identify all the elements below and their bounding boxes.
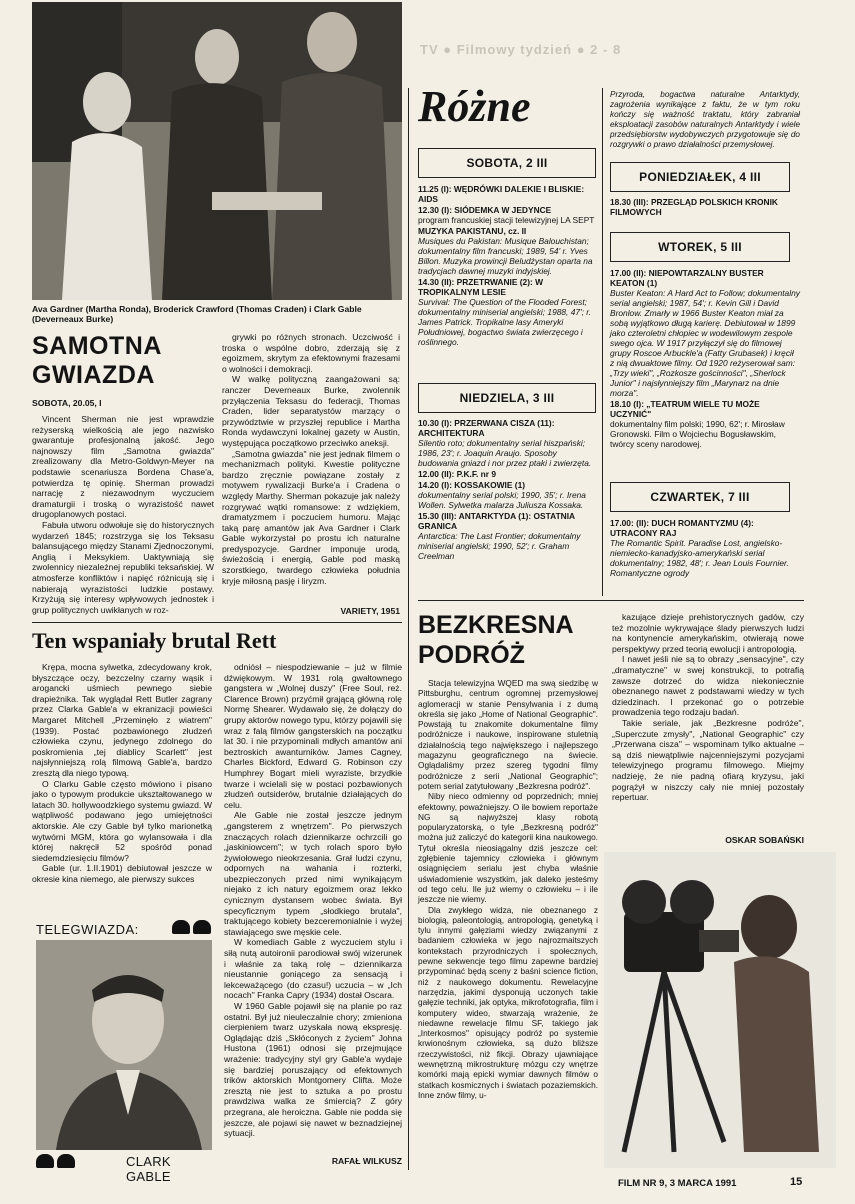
telegwiazda-label: TELEGWIAZDA: — [36, 922, 139, 937]
program-entry: 15.30 (III): ANTARKTYDA (1): OSTATNIA GRANICA Antarctica: The Last Frontier; dokumentalny miniserial angielski; 1990, 52'; r. Graham Creelman — [418, 511, 581, 561]
paragraph: Stacja telewizyjna WQED ma swą siedzibę w Pittsburghu, centrum ogromnej przemysłowej aglomeracji w stanie Pensylwania i z dumą określa się jako „Home of National Geographic". Powstają tu znakomite dokumentalne filmy podróżnicze i naukowe, inspirowane stuletnią działalnością tego największego i najlepszego magazynu geograficznego na świecie. Oglądaliśmy przez szereg tygodni filmy podróżnicze z serii „National Geographic"; potem serial zatytułowany „Bezkresna podróż". — [418, 678, 598, 791]
film-still-illustration — [32, 2, 402, 300]
paragraph: Vincent Sherman nie jest wprawdzie reżyserską wielkością ale jego nazwisko gwarantuje profesjonalną jakość. Jego najnowszy film „Samotna gwiazda" zrealizowany dla Metro-Goldwyn-Meyer na podstawie scenariusza Bordena Chase'a, potwierdza tę opinię. Sherman prowadzi narrację z niezawodnym wyczuciem dramaturgii i troską o wyrazistość nawet drugoplanowych postaci. — [32, 414, 214, 520]
divider — [32, 622, 402, 623]
samotna-title-line1: SAMOTNA — [32, 332, 162, 360]
samotna-column-2 — [222, 332, 400, 586]
bezkresna-column-1 — [418, 678, 598, 1100]
czwartek-programs — [610, 518, 800, 579]
partial-page-header: TV ● Filmowy tydzień ● 2 - 8 — [420, 42, 622, 57]
day-header-niedziela: NIEDZIELA, 3 III — [418, 383, 596, 413]
bezkresna-title-line2: PODRÓŻ — [418, 641, 525, 669]
camera-illustration — [604, 852, 836, 1168]
rett-column-1 — [32, 662, 212, 884]
paragraph: Niby nieco odmienny od poprzednich; mniej efektowny, poważniejszy. O ile bowiem reportaże NG są najwyższej klasy robotą popularyzatorską, o tyle „Bezkresną podróż" można już zaliczyć do kategorii kina naukowego. Tytuł określa nieosiągalny dziś jeszcze cel: zgłębienie tajemnicy człowieka i głównym osiągnięciem serialu jest chyba właśnie uświadomienie wszystkim, jak daleko jesteśmy od tego celu. Ile już wiemy o człowieku – i ile jeszcze nie wiemy. — [418, 791, 598, 905]
telegwiazda-box — [32, 918, 216, 1184]
samotna-date: SOBOTA, 20.05, I — [32, 398, 102, 408]
program-entry: 11.25 (I): WĘDRÓWKI DALEKIE I BLISKIE: AIDS — [418, 184, 585, 204]
paragraph: grywki po różnych stronach. Uczciwość i troska o wspólne dobro, zderzają się z egoizmem, skrytym za efektownymi frazesami o wolności i demokracji. — [222, 332, 400, 374]
program-entry: 18.30 (III): PRZEGLĄD POLSKICH KRONIK FILMOWYCH — [610, 197, 778, 217]
bezkresna-column-2 — [612, 612, 804, 803]
antarktyda-description: Przyroda, bogactwa naturalne Antarktydy, zagrożenia wynikające z faktu, że w tym roku kończy się ważność traktatu, który zabraniał eksploatacji zasobów naturalnych Antarktydy i wiele przedsiębiorstw wydobywczych przygotowuje się do rozgrywki o prawo działalności przemysłowej. — [610, 90, 800, 149]
clark-gable-portrait — [36, 940, 212, 1150]
day-header-poniedzialek: PONIEDZIAŁEK, 4 III — [610, 162, 790, 192]
samotna-column-1 — [32, 414, 214, 615]
paragraph: W komediach Gable z wyczuciem stylu i siłą nutą autoironii parodiował swój wizerunek i właśnie za taką rolę – dziennikarza nieustannie goniącego za sensacją i lekceważącego (do czasu!) uczucia – w „Ich nocach" Franka Capry (1934) dostał Oscara. — [224, 937, 402, 1001]
paragraph: W walkę polityczną zaangażowani są: ranczer Deverneaux Burke, zwolennik przyłączenia Teksasu do federacji, Thomas Craden, lider separatystów marzący o przywództwie w przyszłej republice i Martha Ronda wydawczyni lokalnej gazety w Austin, występująca początkowo przeciwko aneksji. — [222, 374, 400, 448]
poniedzialek-programs — [610, 197, 800, 218]
program-entry: 17.00: (II): DUCH ROMANTYZMU (4): UTRACONY RAJ The Romantic Spirit. Paradise Lost, angielsko-niemiecko-kanadyjsko-amerykański serial dokumentalny; 1982, 48'; r. Jean Louis Fournier. Romantyczne ogrody — [610, 518, 789, 578]
paragraph: O Clarku Gable często mówiono i pisano jako o typowym produkcie ukształtowanego w latach 30. hollywoodzkiego systemu gwiazd. W wątpliwość podawano jego umiejętności aktorskie. Ale czy Gable był tylko marionetką wytwórni MGM, która go wylansowała i dla której nakręcił 52 spośród ponad siedemdziesięciu filmów? — [32, 778, 212, 863]
program-entry: 18.10 (I): „TEATRUM WIELE TU MOŻE UCZYNIĆ" dokumentalny film polski; 1990, 62'; r. Mirosław Gronowski. Film o Wojciechu Bogusławskim, twórcy sceny narodowej. — [610, 399, 785, 449]
page-number: 15 — [790, 1176, 803, 1188]
day-header-wtorek: WTOREK, 5 III — [610, 232, 790, 262]
paragraph: kazujące dzieje prehistorycznych gadów, czy też mozolnie wykrywające ślady pierwszych ludzi na kontynencie amerykańskim, otwierają nowe perspektywy przed teorią ewolucji i antropologią. — [612, 612, 804, 654]
bezkresna-title — [418, 610, 598, 670]
rett-article-title: Ten wspaniały brutal Rett — [32, 628, 277, 653]
day-header-sobota: SOBOTA, 2 III — [418, 148, 596, 178]
paragraph: „Samotna gwiazda" nie jest jednak filmem o mechanizmach polityki. Kwestie polityczne bardzo zręcznie powiązane zostały z motywem rywalizacji Burke'a i Cradena o względy Marthy. Sherman pokazuje jak należy rozgrywać wątki romansowe: z wdziękiem, dramatyzmem i poczuciem humoru. Mając taką parę amantów jak Ava Gardner i Clark Gable wykorzystał po prostu ich naturalne predyspozycje. Gardner imponuje urodą, świeżością i energią, Gable pod maską szorstkiego, twardego człowieka południa kryje miłosną pasję i liryzm. — [222, 448, 400, 586]
samotna-gwiazda-title — [32, 332, 202, 390]
day-header-czwartek: CZWARTEK, 7 III — [610, 482, 790, 512]
paragraph: Ale Gable nie został jeszcze jednym „gangsterem z wnętrzem". Po pierwszych znaczących rolach dziennikarze ochrzcili go „jaskiniowcem"; w tych rolach sporo było żywiołowego nieokrzesania. Grał ludzi czynu, odpornych na wahania i rozterki, ubezpieczonych przed nimi wynikającym niejako z ich natury egoizmem oraz lekko cynicznym dystansem wobec świata. Był specyficznym typem „słodkiego brutala", traktującego kobiety bezceremonialnie i wyżej stawiającego swe męskie cele. — [224, 810, 402, 937]
niedziela-programs — [418, 418, 596, 562]
tv-logo-icon — [172, 920, 212, 936]
portrait-illustration — [36, 940, 212, 1150]
paragraph: Takie seriale, jak „Bezkresne podróże", „Superczute zmysły", „National Geographic" czy „Przerwana cisza" – wspominam tylko aktualne – są dziś niewątpliwie najcenniejszymi pozycjami telewizyjnego programu filmowego. Miejmy nadzieję, że nie padną ofiarą kryzysu, jaki pogrążył w niszczy cały nie mniej pozostały repertuar. — [612, 717, 804, 803]
program-entry: MUZYKA PAKISTANU, cz. II Musiques du Pakistan: Musique Balouchistan; dokumentalny film francuski; 1989, 54' r. Yves Billon. Muzyka prowincji Beludżystan oparta na tradycjach dawnej muzyki indyjskiej. — [418, 226, 593, 276]
samotna-title-line2: GWIAZDA — [32, 361, 155, 389]
rett-signature: RAFAŁ WILKUSZ — [331, 1156, 402, 1166]
paragraph: Fabuła utworu odwołuje się do historycznych wydarzeń 1845; rozstrzyga się los Teksasu balansującego między Stanami Zjednoczonymi, Anglią i Meksykiem. Uaktywniają się zwolennicy niezależnej republiki teksańskiej. W atmosferze konfliktów i napięć różnicują się i nabierają wyrazistości ludzkie postawy. Krzyżują się interesy wpływowych jednostek i grup politycznych uwikłanych w roz- — [32, 519, 214, 615]
rett-column-2 — [224, 662, 402, 1139]
top-film-still-photo — [32, 2, 402, 300]
program-entry: 12.30 (I): SIÓDEMKA W JEDYNCE program francuskiej stacji telewizyjnej LA SEPT — [418, 205, 595, 225]
paragraph: W 1960 Gable pojawił się na planie po raz ostatni. Był już nieuleczalnie chory; zmieniona cierpieniem twarz uzyskała nową ekspresję. Oglądając dziś „Skłóconych z życiem" Johna Hustona (1961) odnosi się przejmujące wrażenie: tradycyjny styl gry Gable'a wydaje się bardziej poruszający od efektownych trików aktorskich Montgomery Clifta. Może zresztą nie jest to sztuka a po prostu prawdziwa walka ze śmiercią? Z góry przegrana, ale heroiczna. Gable nie podda się jeszcze, ale pojawi się nawet w beznadziejnej sytuacji. — [224, 1001, 402, 1139]
paragraph: Dla zwykłego widza, nie obeznanego z biologią, paleontologią, antropologią, genetyką i tylu innymi gałęziami wiedzy związanymi z badaniem człowieka w jego najrozmaitszych kontekstach przyrodniczych i społecznych, pewne sekwencje tego filmu zapewne bardziej przypominać będą sceny z baśni science fiction, niż z naukowego dokumentu. Rewelacyjne narzędzia, jakimi dysponują uczonych takie gałęzie techniki, jak optyka, mikrofotografia, film i komputery wideo, stwarzają wrażenie, że niedawne rewelacje filmu SF, takiego jak „Interkosmos" opisujący podróż po systemie krwionośnym człowieka, są dużo bliższe rzeczywistości, niż fikcji. Obrazy ujawniające wewnętrzną mikrostrukturę mózgu czy wnętrze komórki mają epicki wymiar dawnych filmów o statkach kosmicznych i światach pozaziemskich. Inne znów filmy, u- — [418, 904, 598, 1100]
tv-logo-icon — [36, 1154, 76, 1170]
cameraman-photo — [604, 852, 836, 1168]
paragraph: odniósł – niespodziewanie – już w filmie dźwiękowym. W 1931 rolą gwałtownego gangstera w „Wolnej duszy" (Free Soul, reż. Clarence Brown) przyćmił grającą główną rolę Normę Shearer. Wydawało się, że dołączy do grupy aktorów nowego typu, którzy pojawili się wraz z falą filmów gangsterskich na początku lat 30. i nie przypominali mdłych amantów ani beztroskich awanturników. James Cagney, Charles Bickford, Edward G. Robinson czy Humphrey Bogart mieli wyraziste, brzydkie twarze i wcielali się w postaci pozbawionych złudzeń outsiderów, brutalnie działających do celu. — [224, 662, 402, 810]
paragraph: Krępa, mocna sylwetka, zdecydowany krok, błyszczące oczy, bezczelny czarny wąsik i arogancki uśmiech pewnego siebie drapieżnika. Tak wyglądał Rett Butler zagrany przez Clarka Gable'a w ekranizacji powieści Margaret Mitchell „Przeminęło z wiatrem" (1939). Postać pozbawionego złudzeń człowieka czynu, jedynego zdolnego do poskromienia „tej diablicy Scarlett" jest najsłynniejszą rolą filmową Gable'a, bardzo zresztą dla niego typową. — [32, 662, 212, 778]
column-divider — [602, 88, 603, 596]
telegwiazda-name: CLARK GABLE — [126, 1154, 171, 1184]
program-entry: 14.20 (I): KOSSAKOWIE (1) dokumentalny serial polski; 1990, 35'; r. Irena Wollen. Sylwetka malarza Juliusza Kossaka. — [418, 480, 586, 510]
column-divider — [408, 88, 409, 1170]
bezkresna-title-line1: BEZKRESNA — [418, 611, 574, 639]
program-entry: 10.30 (I): PRZERWANA CISZA (11): ARCHITEKTURA Silentio roto; dokumentalny serial hiszpański; 1986, 23'; r. Joaquin Araujo. Sposoby budowania gniazd i nor przez ptaki i zwierzęta. — [418, 418, 592, 468]
divider — [418, 600, 804, 601]
footer-issue: FILM NR 9, 3 MARCA 1991 — [618, 1178, 737, 1189]
sobota-programs — [418, 184, 596, 348]
program-entry: 17.00 (II): NIEPOWTARZALNY BUSTER KEATON (1) Buster Keaton: A Hard Act to Follow; dokumentalny serial angielski; 1987, 54'; r. Kevin Gill i David Bronlow. Zmarły w 1966 Buster Keaton miał za sobą wyjątkowo długą karierę. Debiutował w 1899 jako czteroletni chłopiec w wodewilowym zespole swego ojca. W 1917 przyłączył się do filmowej grupy Roscoe Arbuckle'a (Fatty Grubasek) i kręcił z nią dwuaktowe filmy. Od 1920 reżyserował sam: „Trzy wieki", „Rozkosze gościnności", „Sherlock Junior" i najsłynniejszy film „Marynarz na dnie morza". — [610, 268, 800, 398]
top-photo-caption: Ava Gardner (Martha Ronda), Broderick Crawford (Thomas Craden) i Clark Gable (Deverneaux Burke) — [32, 304, 362, 324]
rozne-title: Różne — [418, 82, 531, 131]
program-entry: 12.00 (II): P.K.F. nr 9 — [418, 469, 497, 479]
paragraph: I nawet jeśli nie są to obrazy „sensacyjne", czy „dramatyczne" w swej konstrukcji, to potrafią zawsze dotrzeć do widza niekoniecznie obeznanego nawet z podstawami wiedzy w tych dziedzinach. I przekonać go o potrzebie prowadzenia tego rodzaju badań. — [612, 654, 804, 718]
samotna-signature: VARIETY, 1951 — [340, 606, 400, 616]
bezkresna-signature: OSKAR SOBAŃSKI — [725, 835, 804, 845]
paragraph: Gable (ur. 1.II.1901) debiutował jeszcze w okresie kina niemego, ale pierwszy sukces — [32, 863, 212, 884]
program-entry: 14.30 (II): PRZETRWANIE (2): W TROPIKALNYM LESIE Survival: The Question of the Flooded Forest; dokumentalny miniserial angielski; 1988, 47'; r. James Patrick. Tropikalne lasy Ameryki Południowej, bogactwo świata zwierzęcego i roślinnego. — [418, 277, 592, 347]
wtorek-programs — [610, 268, 800, 450]
